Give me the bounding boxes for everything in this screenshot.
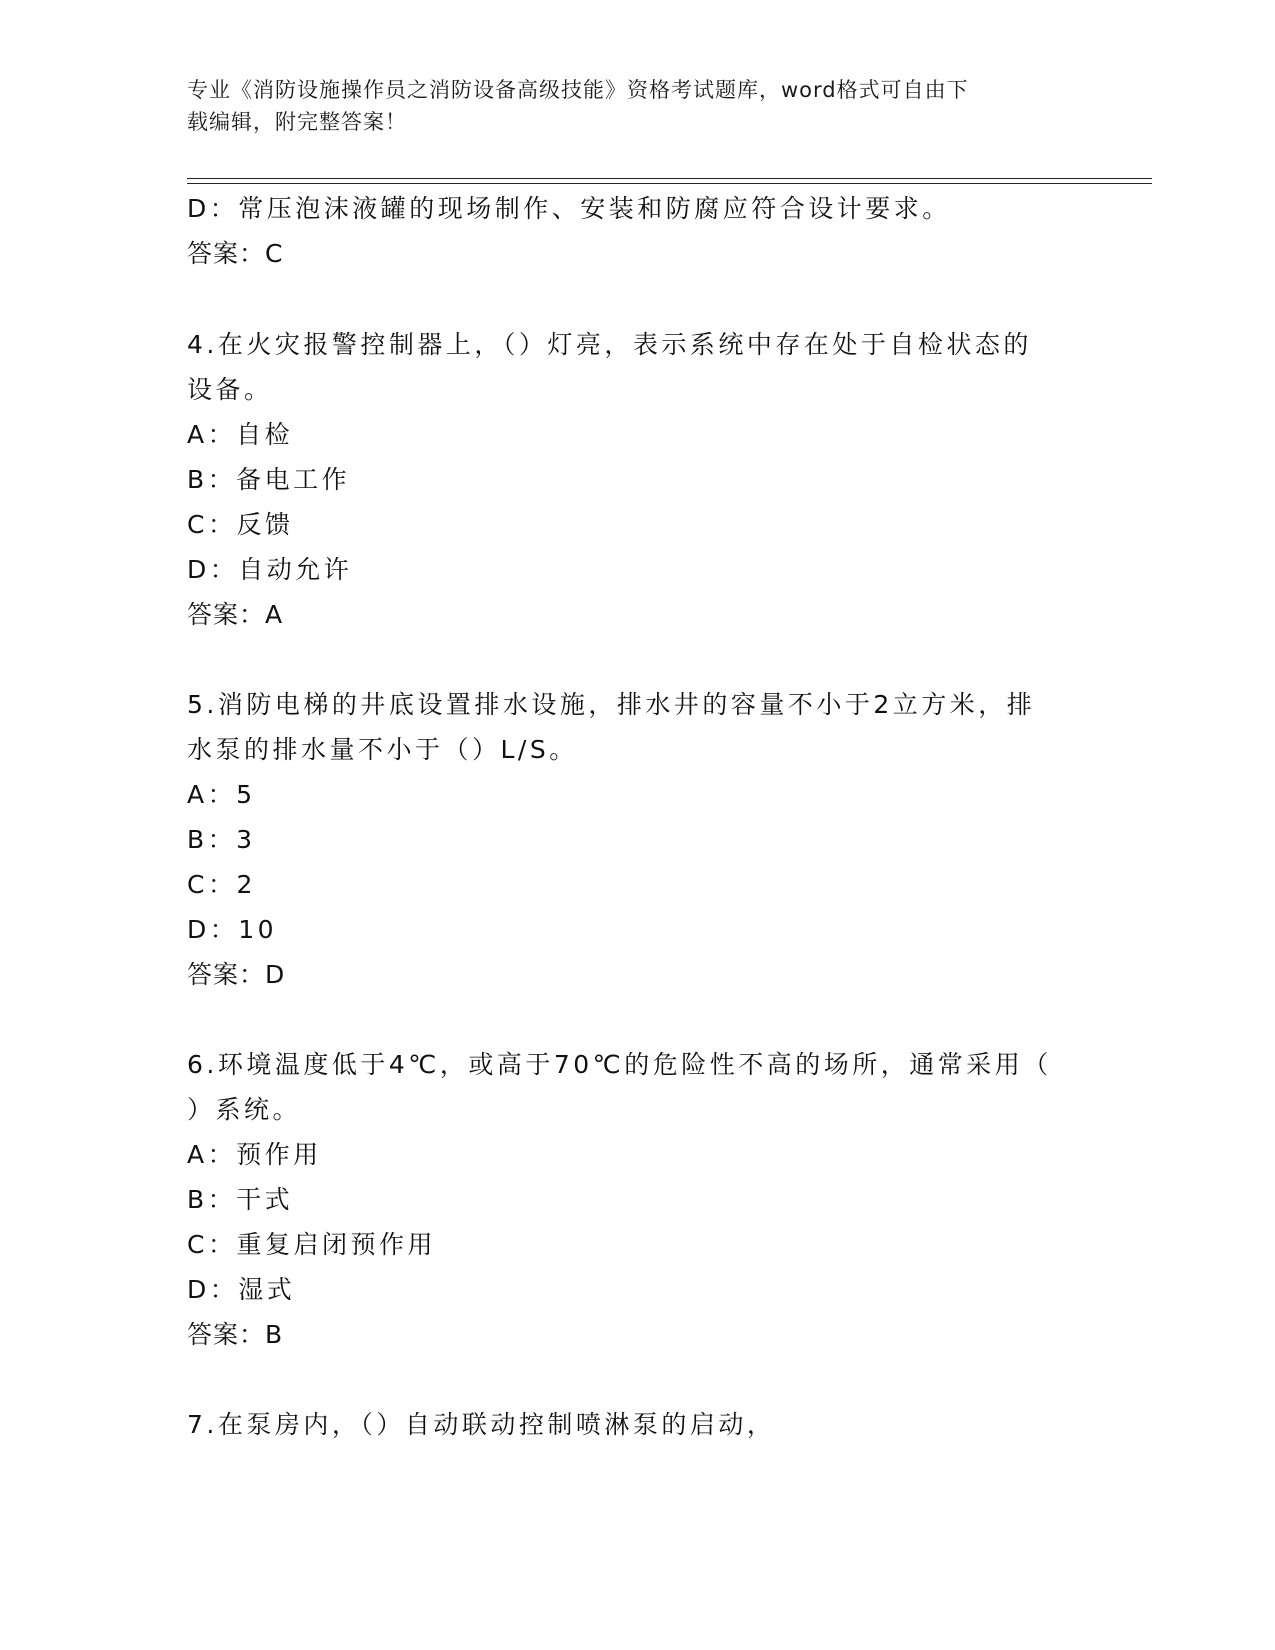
q5-option-d: D：10 (187, 915, 278, 944)
q4-option-a: A：自检 (187, 420, 294, 449)
q6-option-a: A：预作用 (187, 1140, 322, 1169)
q5-stem-line-2: 水泵的排水量不小于（）L/S。 (187, 735, 578, 764)
q3-answer: 答案：C (187, 239, 284, 268)
q7-stem-line-1: 7.在泵房内，（）自动联动控制喷淋泵的启动， (187, 1410, 776, 1439)
q4-stem-line-2: 设备。 (187, 375, 273, 404)
q5-stem-line-1: 5.消防电梯的井底设置排水设施，排水井的容量不小于2立方米，排 (187, 690, 1036, 719)
q6-answer: 答案：B (187, 1320, 284, 1349)
q6-stem-line-2: ）系统。 (187, 1095, 302, 1124)
q4-option-b: B：备电工作 (187, 465, 351, 494)
q6-option-d: D：湿式 (187, 1275, 296, 1304)
q3-option-d: D：常压泡沫液罐的现场制作、安装和防腐应符合设计要求。 (187, 194, 951, 223)
q4-option-d: D：自动允许 (187, 555, 353, 584)
q5-option-b: B：3 (187, 825, 256, 854)
header-title-line-2: 载编辑，附完整答案！ (187, 110, 407, 134)
header-divider-bottom (187, 183, 1152, 184)
document-header (187, 74, 1067, 138)
q5-option-c: C：2 (187, 870, 256, 899)
q5-answer: 答案：D (187, 960, 286, 989)
q6-option-b: B：干式 (187, 1185, 294, 1214)
header-divider-top (187, 178, 1152, 179)
header-title-line-1: 专业《消防设施操作员之消防设备高级技能》资格考试题库，word格式可自由下 (187, 78, 969, 102)
q4-option-c: C：反馈 (187, 510, 294, 539)
q5-option-a: A：5 (187, 780, 256, 809)
q4-stem-line-1: 4.在火灾报警控制器上，（）灯亮，表示系统中存在处于自检状态的 (187, 330, 1032, 359)
q4-answer: 答案：A (187, 600, 284, 629)
q6-option-c: C：重复启闭预作用 (187, 1230, 436, 1259)
q6-stem-line-1: 6.环境温度低于4℃，或高于70℃的危险性不高的场所，通常采用（ (187, 1050, 1052, 1079)
